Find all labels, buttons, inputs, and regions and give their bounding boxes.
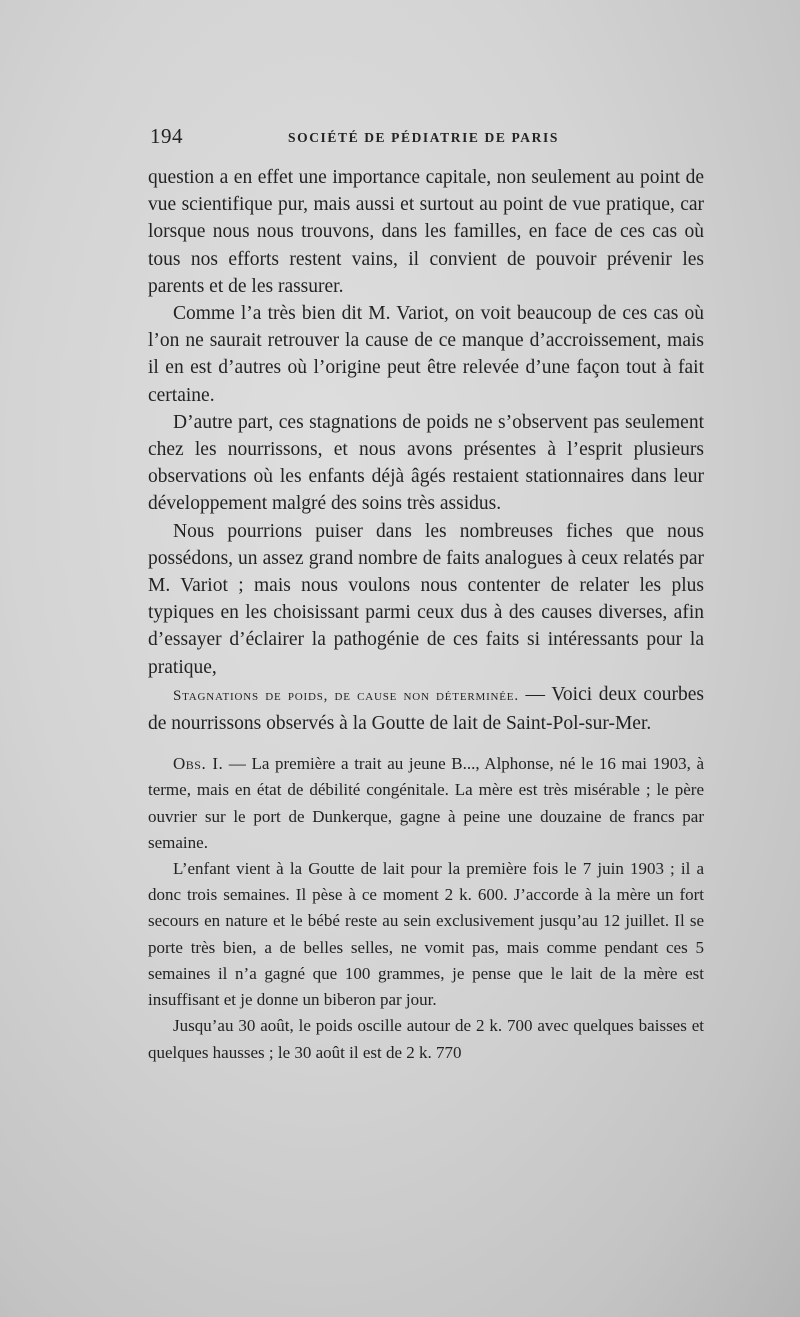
observation-text-1: — La première a trait au jeune B..., Alphonse, né le 16 mai 1903, à terme, mais en état de débilité congénitale. La mère est très misérable ; le père ouvrier sur le port de Dunkerque, gagne à peine une douzaine de francs par semaine. <box>148 754 705 852</box>
paragraph-stagnations: D’autre part, ces stagnations de poids ne s’observent pas seulement chez les nourrissons, et nous avons présentes à l’esprit plusieurs observations où les enfants déjà âgés restaient stationnaires dans leur développement malgré des soins très assidus. <box>148 411 704 515</box>
book-page <box>148 124 704 1066</box>
observation-block <box>148 751 704 1065</box>
paragraph-variot: Comme l’a très bien dit M. Variot, on voit beaucoup de ces cas où l’on ne saurait retrouver la cause de ce manque d’accroissement, mais il en est d’autres où l’origine peut être relevée d’une façon tout à fait certaine. <box>148 303 704 406</box>
observation-paragraph-2: L’enfant vient à la Goutte de lait pour la première fois le 7 juin 1903 ; il a donc trois semaines. Il pèse à ce moment 2 k. 600. J’accorde à la mère un fort secours en nature et le bébé reste au sein exclusivement jusqu’au 12 juillet. Il se porte très bien, a de belles selles, ne vomit pas, mais comme pendant ces 5 semaines il n’a gagné que 100 grammes, je pense que le lait de la mère est insuffisant et je donne un biberon par jour. <box>148 859 704 1010</box>
running-title: SOCIÉTÉ DE PÉDIATRIE DE PARIS <box>288 130 559 145</box>
paragraph-continuation: question a en effet une importance capitale, non seulement au point de vue scientifique pur, mais aussi et surtout au point de vue pratique, car lorsque nous nous trouvons, dans les familles, en face de ces cas où tous nos efforts restent vains, il convient de pouvoir prévenir les parents et de les rassurer. <box>148 167 704 297</box>
paragraph-section <box>148 681 704 737</box>
page-header <box>148 124 704 150</box>
section-intro: — Voici deux courbes de nourrissons observés à la Goutte de lait de Saint-Pol-sur-Mer. <box>148 683 704 735</box>
page-number: 194 <box>150 124 183 148</box>
section-heading: Stagnations de poids, de cause non déterminée. <box>173 687 519 704</box>
observation-paragraph-3: Jusqu’au 30 août, le poids oscille autour de 2 k. 700 avec quelques baisses et quelques hausses ; le 30 août il est de 2 k. 770 <box>148 1016 704 1062</box>
observation-paragraph-1 <box>148 751 704 856</box>
body-text <box>148 164 704 737</box>
observation-label: Obs. I. <box>173 754 224 774</box>
paragraph-fiches: Nous pourrions puiser dans les nombreuses fiches que nous possédons, un assez grand nombre de faits analogues à ceux relatés par M. Variot ; mais nous voulons nous contenter de relater les plus typiques en les choisissant parmi ceux dus à des causes diverses, afin d’essayer d’éclairer la pathogénie de ces faits si intéressants pour la pratique, <box>148 520 704 678</box>
